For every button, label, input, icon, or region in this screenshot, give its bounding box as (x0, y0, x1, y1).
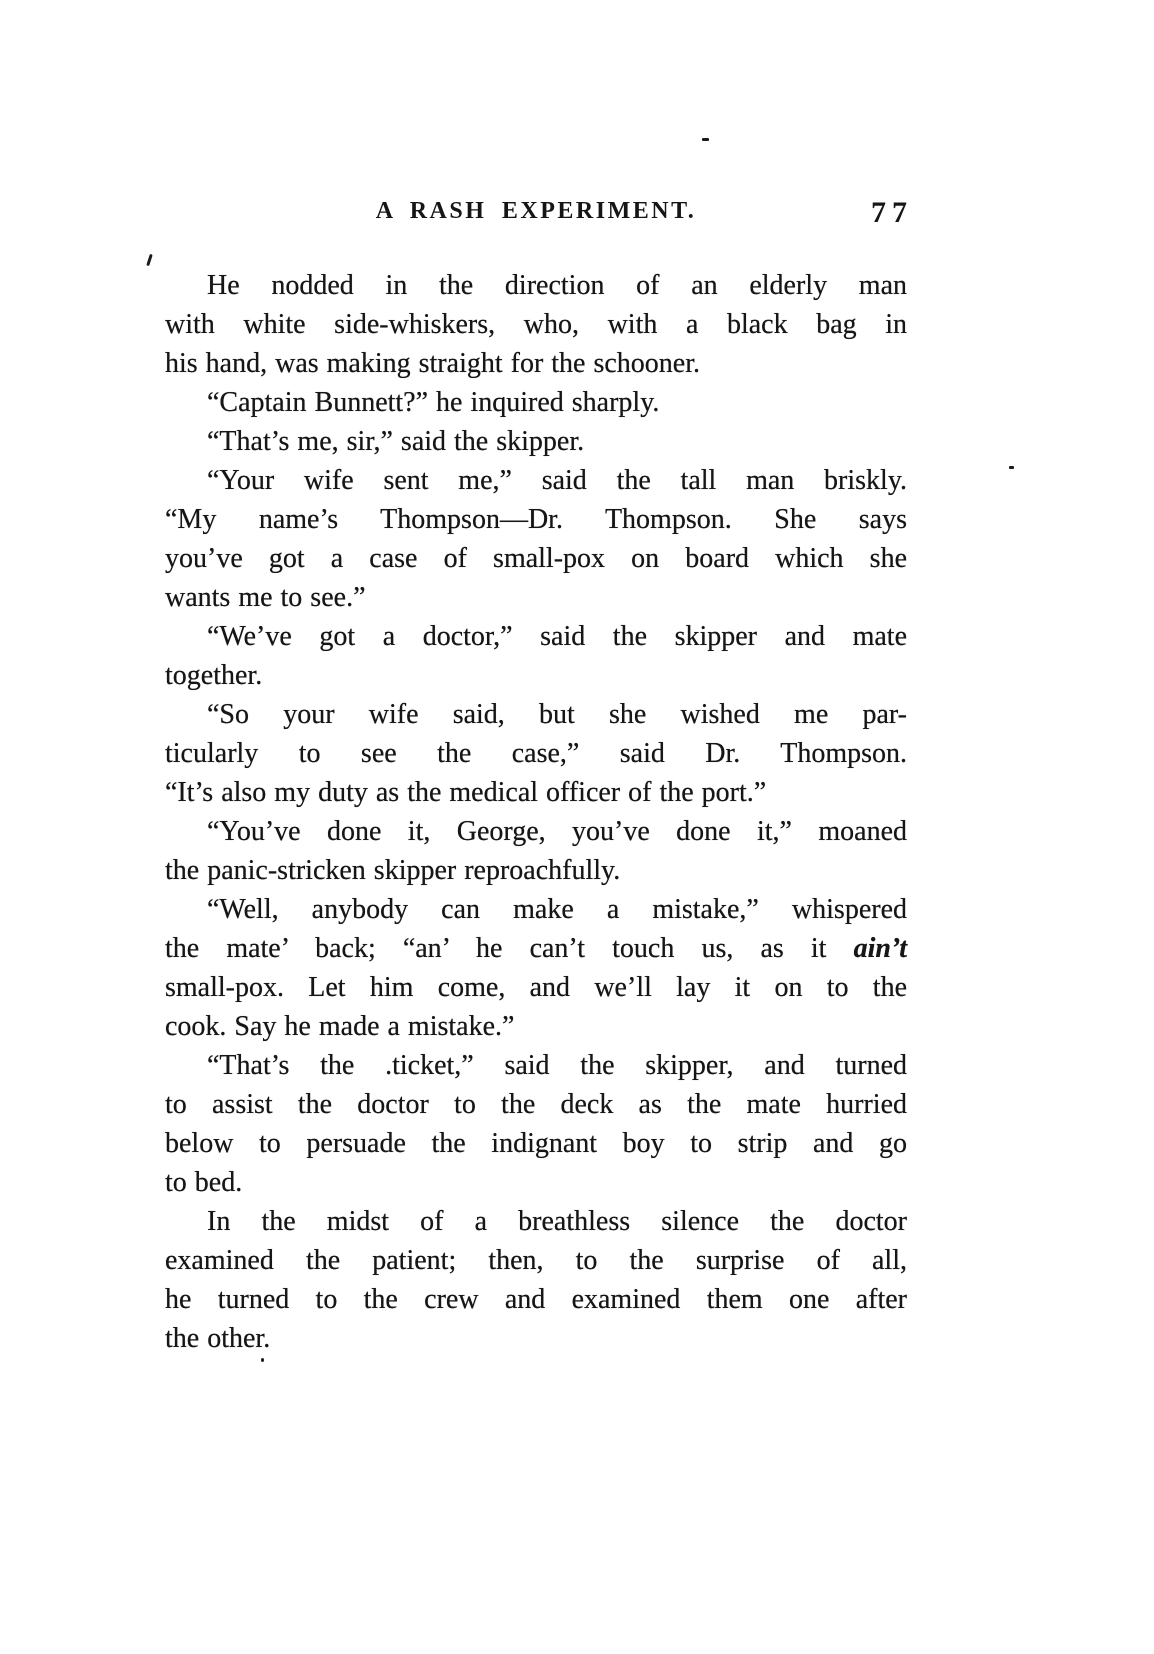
text-line: “It’s also my duty as the medical officer of the port.” (165, 777, 767, 808)
text-line: with white side-whiskers, who, with a black bag in (165, 309, 907, 340)
page-number: 77 (871, 196, 913, 229)
paragraph (165, 383, 907, 422)
text-line: his hand, was making straight for the schooner. (165, 348, 701, 379)
paragraph (165, 266, 907, 383)
text-line: He nodded in the direction of an elderly man (207, 270, 907, 301)
text-line: “Well, anybody can make a mistake,” whispered (207, 894, 907, 925)
paragraph (165, 695, 907, 812)
paragraph (165, 812, 907, 890)
text-line: wants me to see.” (165, 582, 366, 613)
ink-speck (146, 254, 153, 266)
text-line: “That’s the .ticket,” said the skipper, and turned (207, 1050, 907, 1081)
text-line: he turned to the crew and examined them one after (165, 1284, 907, 1315)
running-title: A RASH EXPERIMENT. (375, 198, 697, 224)
text-line: examined the patient; then, to the surprise of all, (165, 1245, 907, 1276)
text-line: “We’ve got a doctor,” said the skipper and mate (207, 621, 907, 652)
text-line: “You’ve done it, George, you’ve done it,” moaned (207, 816, 907, 847)
page-header (165, 196, 913, 230)
text-line: “Your wife sent me,” said the tall man briskly. (207, 465, 907, 496)
text-line: ticularly to see the case,” said Dr. Thompson. (165, 738, 907, 769)
text-block (165, 266, 907, 1358)
text-line: cook. Say he made a mistake.” (165, 1011, 515, 1042)
text-line: “Captain Bunnett?” he inquired sharply. (207, 387, 660, 418)
text-line: you’ve got a case of small-pox on board which she (165, 543, 907, 574)
ink-speck (702, 138, 709, 141)
text-line: to bed. (165, 1167, 243, 1198)
paragraph (165, 422, 907, 461)
italic-text: ain’t (853, 933, 907, 964)
text-line: together. (165, 660, 263, 691)
text-line: “So your wife said, but she wished me par- (207, 699, 907, 730)
text-line: the panic-stricken skipper reproachfully. (165, 855, 621, 886)
paragraph (165, 461, 907, 617)
paragraph (165, 1046, 907, 1202)
text-line: In the midst of a breathless silence the doctor (207, 1206, 907, 1237)
text-line: “That’s me, sir,” said the skipper. (207, 426, 585, 457)
ink-speck (1009, 466, 1014, 469)
paragraph (165, 890, 907, 1046)
text-line: the other. (165, 1323, 271, 1354)
text-line: the mate’ back; “an’ he can’t touch us, as it ain’t (165, 933, 907, 964)
paragraph (165, 617, 907, 695)
text-line: to assist the doctor to the deck as the mate hurried (165, 1089, 907, 1120)
text-line: below to persuade the indignant boy to strip and go (165, 1128, 907, 1159)
ink-speck (261, 1358, 264, 1362)
text-line: small-pox. Let him come, and we’ll lay it on to the (165, 972, 907, 1003)
paragraph (165, 1202, 907, 1358)
text-line: “My name’s Thompson—Dr. Thompson. She says (165, 504, 907, 535)
